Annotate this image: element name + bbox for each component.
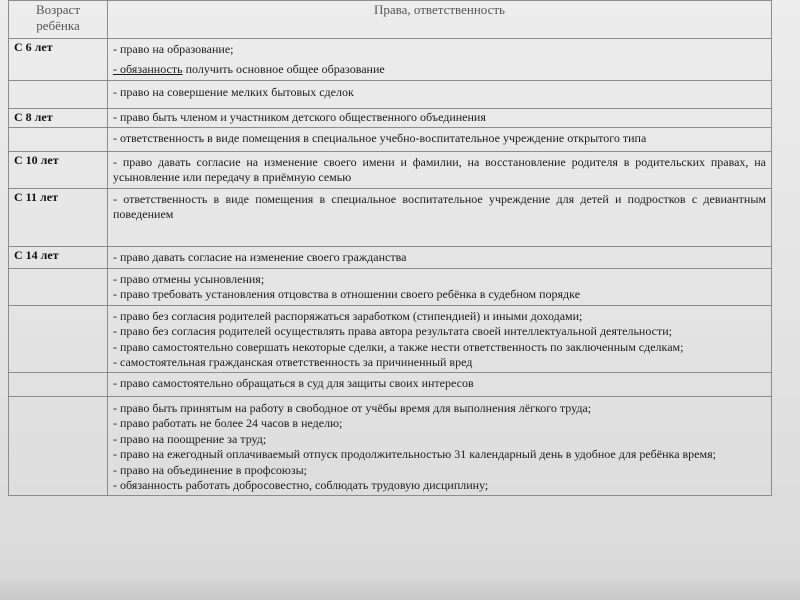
rights-cell: - право давать согласие на изменение своего гражданства	[108, 246, 772, 268]
table-row	[9, 151, 772, 188]
age-cell	[9, 372, 108, 396]
age-cell: С 8 лет	[9, 109, 108, 128]
rights-line: - право без согласия родителей распоряжаться заработком (стипендией) и иными доходами;	[113, 308, 583, 323]
age-cell	[9, 305, 108, 372]
table-row	[9, 109, 772, 128]
age-cell	[9, 396, 108, 495]
rights-cell: - ответственность в виде помещения в специальное воспитательное учреждение для детей и подростков с девиантным поведением	[108, 188, 772, 246]
rights-line: - право самостоятельно совершать некоторые сделки, а также нести ответственность по заключенным сделкам;	[113, 339, 684, 354]
table-header-row	[9, 1, 772, 39]
rights-line: - право на поощрение за труд;	[113, 431, 267, 446]
underlined-word: - обязанность	[113, 61, 183, 76]
table-row	[9, 127, 772, 151]
age-cell: С 14 лет	[9, 246, 108, 268]
rights-table	[8, 0, 772, 496]
table-row	[9, 81, 772, 109]
rights-line-rest: получить основное общее образование	[182, 61, 385, 76]
table-row	[9, 39, 772, 81]
rights-line: - право требовать установления отцовства в отношении своего ребёнка в судебном порядке	[113, 287, 581, 301]
age-cell	[9, 81, 108, 109]
rights-cell: - право давать согласие на изменение своего имени и фамилии, на восстановление родителя в родительских правах, на усыновление или передачу в приёмную семью	[108, 151, 772, 188]
rights-cell	[108, 39, 772, 81]
rights-cell	[108, 305, 772, 372]
table-row	[9, 268, 772, 305]
age-cell: С 10 лет	[9, 151, 108, 188]
rights-cell	[108, 396, 772, 495]
rights-line: - самостоятельная гражданская ответственность за причиненный вред	[113, 355, 473, 369]
table-row	[9, 396, 772, 495]
age-cell: С 6 лет	[9, 39, 108, 81]
rights-line: - право на объединение в профсоюзы;	[113, 462, 307, 477]
rights-cell: - право быть членом и участником детского общественного объединения	[108, 109, 772, 128]
table-row	[9, 246, 772, 268]
rights-line: - право быть принятым на работу в свободное от учёбы время для выполнения лёгкого труда;	[113, 400, 592, 415]
age-cell	[9, 127, 108, 151]
rights-line: - право работать не более 24 часов в неделю;	[113, 416, 343, 430]
bottom-shade	[0, 574, 800, 600]
rights-line: - право отмены усыновления;	[113, 271, 265, 286]
age-cell	[9, 268, 108, 305]
header-rights: Права, ответственность	[108, 1, 772, 39]
rights-cell	[108, 268, 772, 305]
rights-line: - право на образование;	[113, 42, 234, 56]
header-age	[9, 1, 108, 39]
table-row	[9, 305, 772, 372]
rights-cell: - право самостоятельно обращаться в суд для защиты своих интересов	[108, 372, 772, 396]
header-age-line-2: ребёнка	[36, 17, 80, 33]
table-row	[9, 188, 772, 246]
header-age-line-1: Возраст	[35, 2, 81, 17]
rights-line: - право на ежегодный оплачиваемый отпуск продолжительностью 31 календарный день в удобное для ребёнка время;	[113, 447, 716, 461]
age-cell: С 11 лет	[9, 188, 108, 246]
rights-line: - право без согласия родителей осуществлять права автора результата своей интеллектуальной деятельности;	[113, 324, 672, 338]
rights-cell: - ответственность в виде помещения в специальное учебно-воспитательное учреждение открытого типа	[108, 127, 772, 151]
rights-cell: - право на совершение мелких бытовых сделок	[108, 81, 772, 109]
table-row	[9, 372, 772, 396]
rights-line: - обязанность работать добросовестно, соблюдать трудовую дисциплину;	[113, 478, 489, 492]
rights-line	[113, 62, 766, 78]
